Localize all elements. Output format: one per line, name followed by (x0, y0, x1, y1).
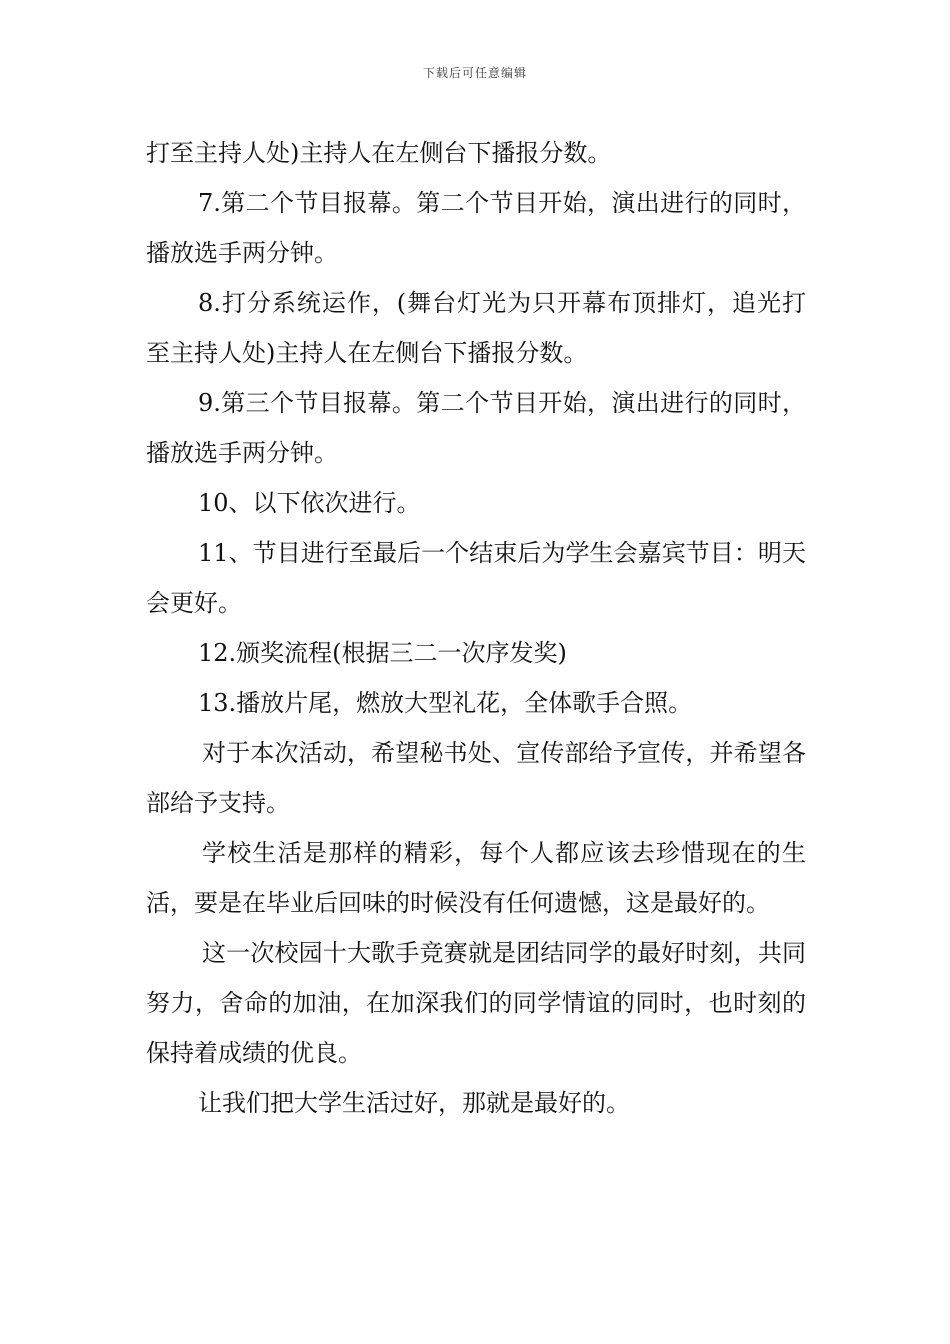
paragraph: 8.打分系统运作，(舞台灯光为只开幕布顶排灯，追光打至主持人处)主持人在左侧台下播报分数。 (146, 289, 806, 367)
paragraph: 7.第二个节目报幕。第二个节目开始，演出进行的同时，播放选手两分钟。 (146, 189, 806, 267)
page-header: 下载后可任意编辑 (422, 66, 527, 80)
document-body (146, 128, 806, 1128)
paragraph: 对于本次活动，希望秘书处、宣传部给予宣传，并希望各部给予支持。 (146, 739, 806, 817)
paragraph: 打至主持人处)主持人在左侧台下播报分数。 (146, 139, 612, 167)
paragraph: 13.播放片尾，燃放大型礼花，全体歌手合照。 (198, 689, 693, 717)
paragraph: 让我们把大学生活过好，那就是最好的。 (198, 1089, 630, 1117)
paragraph: 9.第三个节目报幕。第二个节目开始，演出进行的同时，播放选手两分钟。 (146, 389, 806, 467)
paragraph: 12.颁奖流程(根据三二一次序发奖) (198, 639, 567, 667)
paragraph: 这一次校园十大歌手竞赛就是团结同学的最好时刻，共同努力，舍命的加油，在加深我们的同学情谊的同时，也时刻的保持着成绩的优良。 (146, 939, 806, 1067)
paragraph: 学校生活是那样的精彩，每个人都应该去珍惜现在的生活，要是在毕业后回味的时候没有任何遗憾，这是最好的。 (146, 839, 806, 917)
paragraph: 10、以下依次进行。 (198, 489, 421, 517)
paragraph: 11、节目进行至最后一个结束后为学生会嘉宾节目：明天会更好。 (146, 539, 806, 617)
